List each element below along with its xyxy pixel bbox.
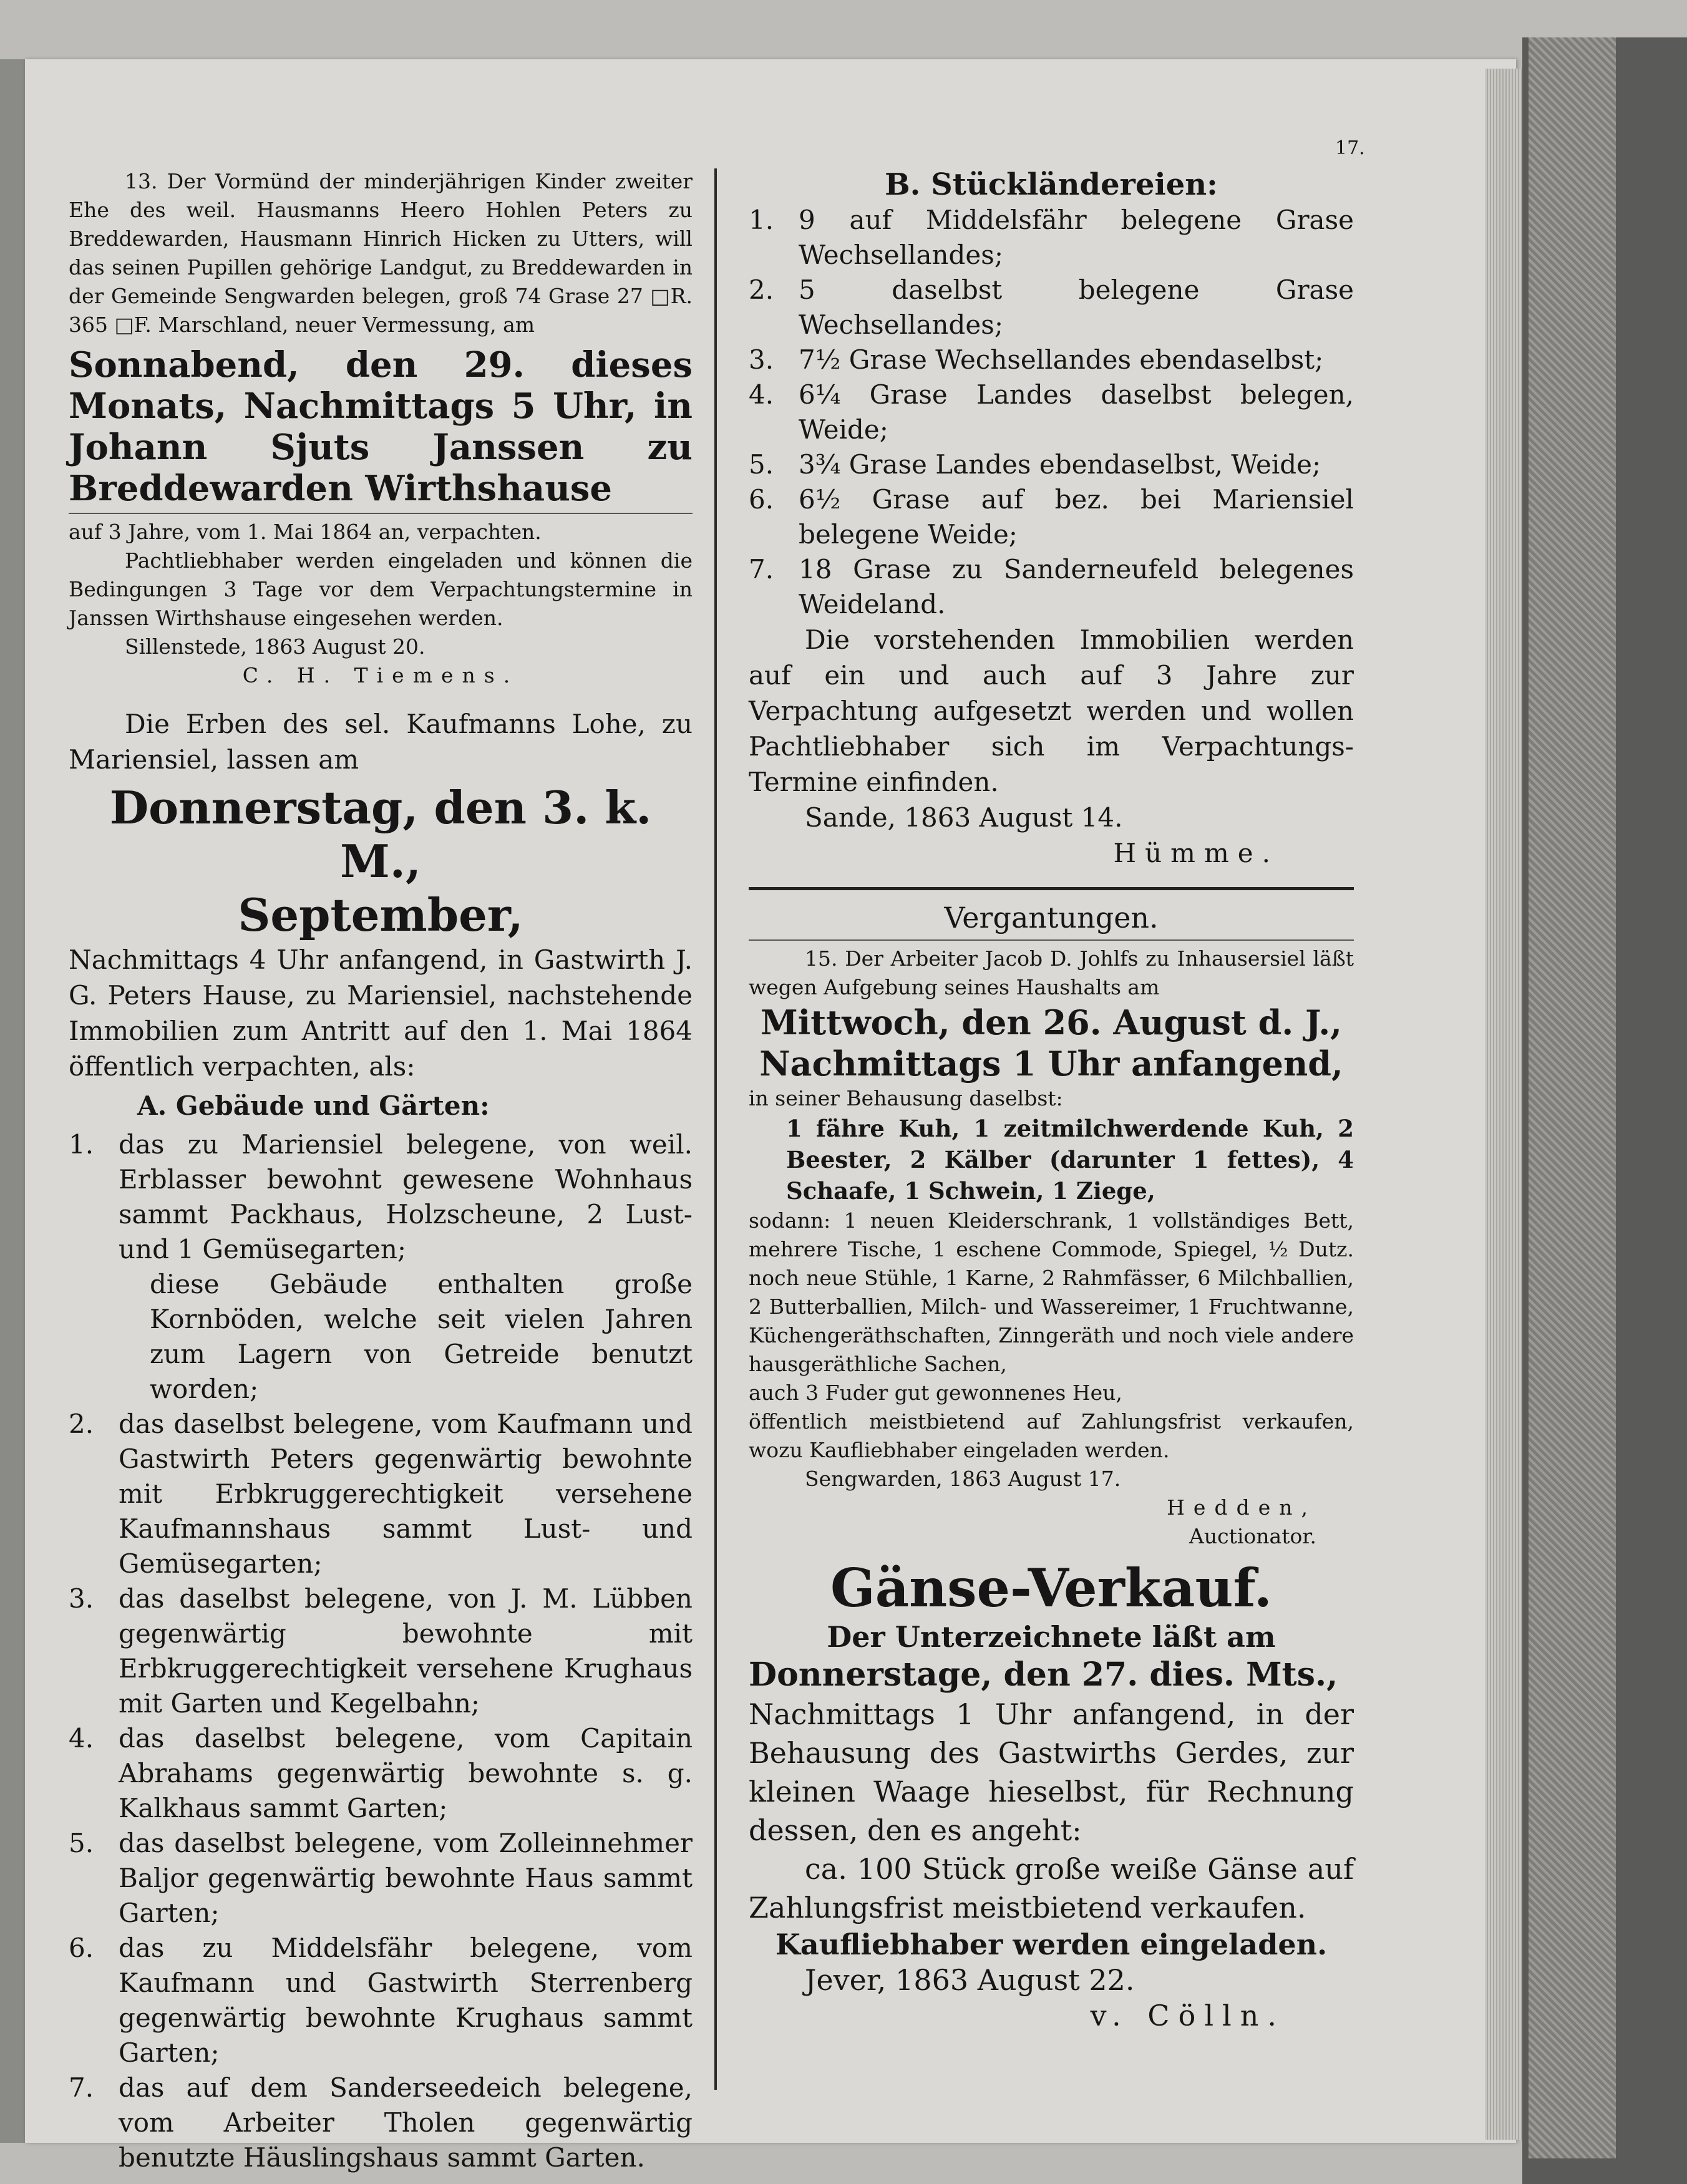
list-item: diese Gebäude enthalten große Kornböden, welche seit vielen Jahren zum Lagern von Getreide benutzt worden; xyxy=(150,1269,693,1404)
list-item: 2. 5 daselbst belegene Grase Wechsellandes; xyxy=(749,274,1354,340)
list-item: 4. das daselbst belegene, vom Capitain Abrahams gegenwärtig bewohnte s. g. Kalkhaus sammt Garten; xyxy=(69,1723,693,1823)
section-rule xyxy=(749,887,1354,890)
gaense-date: Jever, 1863 August 22. xyxy=(805,1963,1135,1997)
section-b-list xyxy=(749,203,1354,622)
notice-13-signature: C. H. Tiemens. xyxy=(242,663,519,687)
gaense-signature: v. Cölln. xyxy=(1090,1999,1285,2032)
vergantungen-heading: Vergantungen. xyxy=(944,901,1159,934)
vergantungen-signature: Hedden, xyxy=(1167,1495,1316,1520)
vergantungen-role: Auctionator. xyxy=(1189,1524,1316,1548)
section-a-heading: A. Gebäude und Gärten: xyxy=(137,1090,490,1121)
lohe-body: Nachmittags 4 Uhr anfangend, in Gastwirth J. G. Peters Hause, zu Mariensiel, nachstehende Immobilien zum Antritt auf den 1. Mai 1864 öffentlich verpachten, als: xyxy=(69,944,693,1082)
gaense-intro: Der Unterzeichnete läßt am xyxy=(827,1620,1276,1654)
list-item: 7. das auf dem Sanderseedeich belegene, vom Arbeiter Tholen gegenwärtig benutzte Häuslingshaus sammt Garten. xyxy=(69,2072,693,2173)
rule xyxy=(69,513,693,514)
vergantungen-hay: auch 3 Fuder gut gewonnenes Heu, xyxy=(749,1381,1122,1405)
list-item: 3. das daselbst belegene, von J. M. Lübben gegenwärtig bewohnte mit Erbkruggerechtigkeit versehene Krughaus mit Garten und Kegelbahn; xyxy=(69,1583,693,1719)
notice-13-body: 13. Der Vormünd der minderjährigen Kinder zweiter Ehe des weil. Hausmanns Heero Hohlen Peters zu Breddewarden, Hausmann Hinrich Hicken zu Utters, will das seinen Pupillen gehörige Landgut, zu Breddewarden in der Gemeinde Sengwarden belegen, groß 74 Grase 27 □R. 365 □F. Marschland, neuer Vermessung, am xyxy=(69,169,693,337)
list-item: 7. 18 Grase zu Sanderneufeld belegenes Weideland. xyxy=(749,554,1354,619)
notice-13-term: auf 3 Jahre, vom 1. Mai 1864 an, verpachten. xyxy=(69,520,542,544)
rule xyxy=(749,939,1354,941)
lohe-intro: Die Erben des sel. Kaufmanns Lohe, zu Mariensiel, lassen am xyxy=(69,709,693,775)
section-b-heading: B. Stückländereien: xyxy=(885,167,1218,202)
list-item: 6. das zu Middelsfähr belegene, vom Kaufmann und Gastwirth Sterrenberg gegenwärtig bewohnte Krughaus sammt Garten; xyxy=(69,1933,693,2068)
vergantungen-body: sodann: 1 neuen Kleiderschrank, 1 vollständiges Bett, mehrere Tische, 1 eschene Commode, Spiegel, ½ Dutz. noch neue Stühle, 1 Karne, 2 Rahmfässer, 6 Milchballien, 2 Butterballien, Milch- und Wassereimer, 1 Fruchtwanne, Küchengeräthschaften, Zinngeräth und noch viele andere hausgeräthliche Sachen, xyxy=(749,1208,1354,1376)
list-item: 1. das zu Mariensiel belegene, von weil. Erblasser bewohnt gewesene Wohnhaus sammt Packhaus, Holzscheune, 2 Lust- und 1 Gemüsegarten; xyxy=(69,1129,693,1264)
vergantungen-headline-time: Nachmittags 1 Uhr anfangend, xyxy=(759,1044,1343,1084)
marbled-cover-paper xyxy=(1529,37,1616,2158)
section-a-list xyxy=(69,1127,693,2175)
vergantungen-intro: 15. Der Arbeiter Jacob D. Johlfs zu Inhausersiel läßt wegen Aufgebung seines Haushalts am xyxy=(749,946,1354,999)
section-b-signature: Hümme. xyxy=(1113,838,1279,868)
gaense-body: Nachmittags 1 Uhr anfangend, in der Behausung des Gastwirths Gerdes, zur kleinen Waage hieselbst, für Rechnung dessen, den es angeht: xyxy=(749,1697,1354,1847)
section-b-date: Sande, 1863 August 14. xyxy=(805,802,1123,833)
left-column xyxy=(69,167,693,2175)
gaense-quantity: ca. 100 Stück große weiße Gänse auf Zahlungsfrist meistbietend verkaufen. xyxy=(749,1852,1354,1924)
column-divider xyxy=(714,168,717,2090)
list-item: 3. 7½ Grase Wechsellandes ebendaselbst; xyxy=(749,344,1324,375)
list-item: 6. 6½ Grase auf bez. bei Mariensiel belegene Weide; xyxy=(749,484,1354,550)
list-item: 4. 6¼ Grase Landes daselbst belegen, Weide; xyxy=(749,379,1354,445)
section-b-closing: Die vorstehenden Immobilien werden auf ein und auch auf 3 Jahre zur Verpachtung aufgesetzt werden und wollen Pachtliebhaber sich im Verpachtungs-Termine einfinden. xyxy=(749,624,1354,797)
right-column xyxy=(749,167,1354,2034)
vergantungen-date: Sengwarden, 1863 August 17. xyxy=(805,1467,1121,1491)
notice-13-headline: Sonnabend, den 29. dieses Monats, Nachmittags 5 Uhr, in Johann Sjuts Janssen zu Breddewarden Wirthshause xyxy=(69,344,693,509)
vergantungen-terms: öffentlich meistbietend auf Zahlungsfrist verkaufen, wozu Kaufliebhaber eingeladen werden. xyxy=(749,1409,1354,1462)
lohe-headline-date: Donnerstag, den 3. k. M., xyxy=(109,781,652,888)
notice-13-conditions: Pachtliebhaber werden eingeladen und können die Bedingungen 3 Tage vor dem Verpachtungstermine in Janssen Wirthshause eingesehen werden. xyxy=(69,548,693,630)
list-item: 1. 9 auf Middelsfähr belegene Grase Wechsellandes; xyxy=(749,205,1354,270)
vergantungen-location: in seiner Behausung daselbst: xyxy=(749,1086,1063,1110)
vergantungen-headline-date: Mittwoch, den 26. August d. J., xyxy=(761,1002,1342,1042)
list-item: 2. das daselbst belegene, vom Kaufmann und Gastwirth Peters gegenwärtig bewohnte mit Erbkruggerechtigkeit versehene Kaufmannshaus sammt Lust- und Gemüsegarten; xyxy=(69,1409,693,1579)
vergantungen-livestock: 1 fähre Kuh, 1 zeitmilchwerdende Kuh, 2 Beester, 2 Kälber (darunter 1 fettes), 4 Schaafe, 1 Schwein, 1 Ziege, xyxy=(786,1115,1354,1205)
page-number: 17. xyxy=(1335,137,1365,159)
list-item: 5. das daselbst belegene, vom Zolleinnehmer Baljor gegenwärtig bewohnte Haus sammt Garten; xyxy=(69,1828,693,1928)
page-left-edge xyxy=(0,59,25,2143)
gaense-headline-date: Donnerstage, den 27. dies. Mts., xyxy=(749,1656,1338,1694)
gaense-invite: Kaufliebhaber werden eingeladen. xyxy=(775,1928,1328,1961)
gaense-title: Gänse-Verkauf. xyxy=(830,1557,1272,1619)
notice-13-date: Sillenstede, 1863 August 20. xyxy=(125,634,425,659)
lohe-headline-month: September, xyxy=(238,888,523,941)
list-item: 5. 3¾ Grase Landes ebendaselbst, Weide; xyxy=(749,449,1321,480)
